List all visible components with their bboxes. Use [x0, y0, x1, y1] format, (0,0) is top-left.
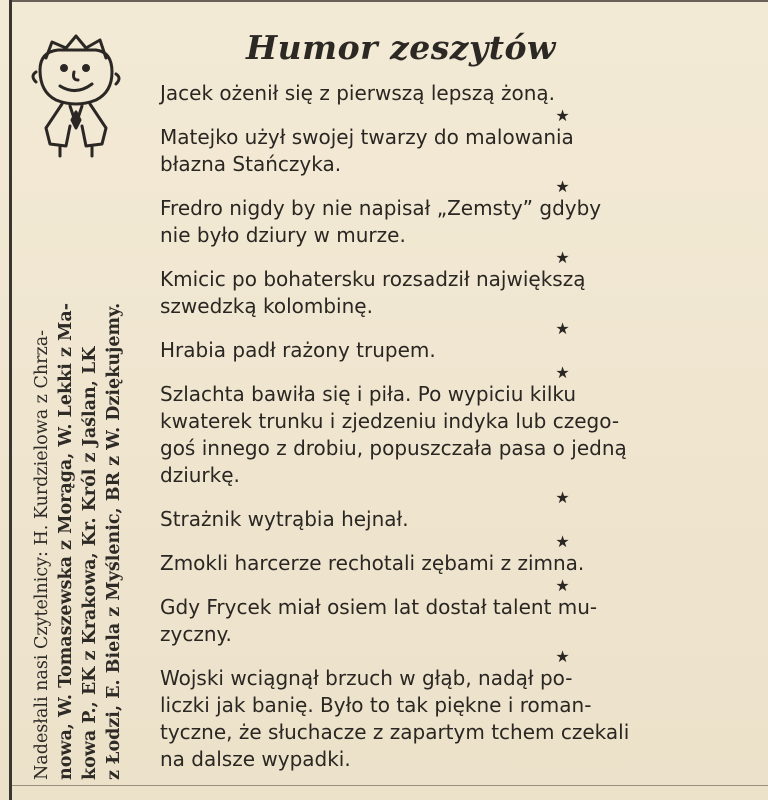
contributors-sidebar	[30, 170, 130, 780]
star-separator: ★	[555, 319, 570, 338]
sidebar-line: nowa, W. Tomaszewska z Morąga, W. Lekki z Ma-	[56, 303, 76, 780]
joke-entry: Szlachta bawiła się i piła. Po wypiciu kilku kwaterek trunku i zjedzeniu indyka lub czego- goś innego z drobiu, popuszczała pasa o jedną dziurkę.	[160, 382, 627, 487]
star-separator: ★	[555, 248, 570, 267]
star-separator: ★	[555, 576, 570, 595]
joke-entry: Matejko użył swojej twarzy do malowania błazna Stańczyka.	[160, 125, 574, 176]
jokes-column	[155, 80, 730, 773]
joke-entry: Fredro nigdy by nie napisał „Zemsty” gdyby nie było dziury w murze.	[160, 196, 602, 247]
sidebar-line: Nadesłali nasi Czytelnicy: H. Kurdzielowa z Chrza-	[32, 329, 52, 780]
star-separator: ★	[555, 532, 570, 551]
sidebar-line: z Łodzi, E. Biela z Myślenic, BR z W. Dziękujemy.	[104, 302, 124, 780]
joke-entry: Hrabia padł rażony trupem.	[160, 338, 436, 362]
joke-entry: Gdy Frycek miał osiem lat dostał talent mu- zyczny.	[160, 595, 598, 646]
star-separator: ★	[555, 363, 570, 382]
bottom-rule	[12, 785, 768, 786]
star-separator: ★	[555, 647, 570, 666]
page-title: Humor zeszytów	[246, 28, 556, 67]
joke-entry: Strażnik wytrąbia hejnał.	[160, 507, 409, 531]
joke-entry: Jacek ożenił się z pierwszą lepszą żoną.	[160, 81, 555, 105]
cartoon-boy-icon	[26, 28, 126, 158]
star-separator: ★	[555, 488, 570, 507]
star-separator: ★	[555, 106, 570, 125]
joke-entry: Zmokli harcerze rechotali zębami z zimna.	[160, 551, 585, 575]
star-separator: ★	[555, 177, 570, 196]
top-rule	[12, 0, 768, 2]
joke-entry: Wojski wciągnął brzuch w głąb, nadął po- liczki jak banię. Było to tak piękne i roman- tyczne, że słuchacze z zapartym tchem czekali na dalsze wypadki.	[160, 666, 630, 771]
sidebar-line: kowa P., EK z Krakowa, Kr. Król z Jaślan, LK	[80, 346, 100, 780]
joke-entry: Kmicic po bohatersku rozsadził największą szwedzką kolombinę.	[160, 267, 586, 318]
left-border-rule	[9, 0, 12, 800]
